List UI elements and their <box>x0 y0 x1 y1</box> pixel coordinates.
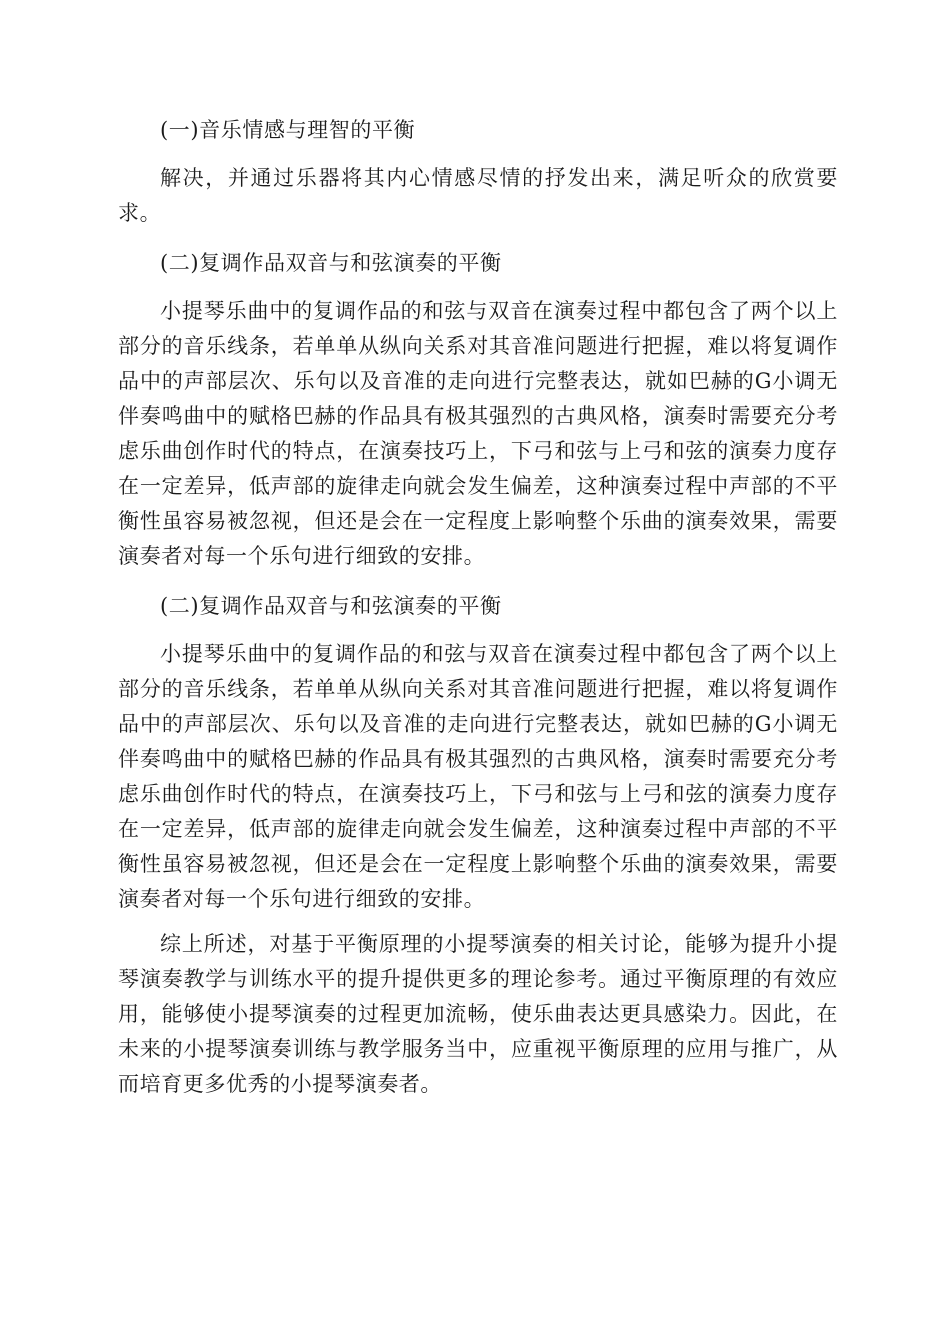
paragraph-polyphony: 小提琴乐曲中的复调作品的和弦与双音在演奏过程中都包含了两个以上部分的音乐线条，若单单从纵向关系对其音准问题进行把握，难以将复调作品中的声部层次、乐句以及音准的走向进行完整表达，就如巴赫的G小调无伴奏鸣曲中的赋格巴赫的作品具有极其强烈的古典风格，演奏时需要充分考虑乐曲创作时代的特点，在演奏技巧上，下弓和弦与上弓和弦的演奏力度存在一定差异，低声部的旋律走向就会发生偏差，这种演奏过程中声部的不平衡性虽容易被忽视，但还是会在一定程度上影响整个乐曲的演奏效果，需要演奏者对每一个乐句进行细致的安排。 <box>118 299 838 568</box>
section-heading-polyphony-repeat: (二)复调作品双音与和弦演奏的平衡 <box>160 594 502 618</box>
paragraph-polyphony-repeat: 小提琴乐曲中的复调作品的和弦与双音在演奏过程中都包含了两个以上部分的音乐线条，若单单从纵向关系对其音准问题进行把握，难以将复调作品中的声部层次、乐句以及音准的走向进行完整表达，就如巴赫的G小调无伴奏鸣曲中的赋格巴赫的作品具有极其强烈的古典风格，演奏时需要充分考虑乐曲创作时代的特点，在演奏技巧上，下弓和弦与上弓和弦的演奏力度存在一定差异，低声部的旋律走向就会发生偏差，这种演奏过程中声部的不平衡性虽容易被忽视，但还是会在一定程度上影响整个乐曲的演奏效果，需要演奏者对每一个乐句进行细致的安排。 <box>118 642 838 911</box>
paragraph-emotion-reason: 解决，并通过乐器将其内心情感尽情的抒发出来，满足听众的欣赏要求。 <box>118 166 838 225</box>
document-page <box>118 108 838 1102</box>
section-heading-polyphony: (二)复调作品双音与和弦演奏的平衡 <box>160 251 502 275</box>
section-heading-emotion-reason: (一)音乐情感与理智的平衡 <box>160 118 416 142</box>
paragraph-conclusion: 综上所述，对基于平衡原理的小提琴演奏的相关讨论，能够为提升小提琴演奏教学与训练水平的提升提供更多的理论参考。通过平衡原理的有效应用，能够使小提琴演奏的过程更加流畅，使乐曲表达更具感染力。因此，在未来的小提琴演奏训练与教学服务当中，应重视平衡原理的应用与推广，从而培育更多优秀的小提琴演奏者。 <box>118 932 838 1096</box>
